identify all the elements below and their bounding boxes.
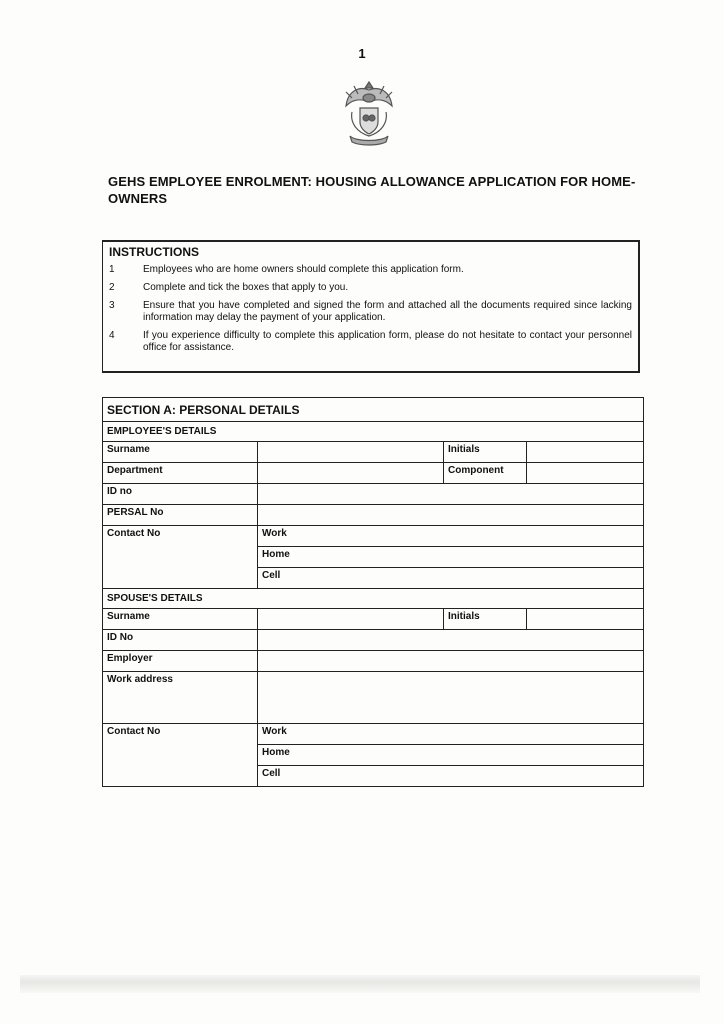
instruction-item (109, 264, 632, 276)
employee-id-label: ID no (103, 484, 258, 505)
document-title: GEHS EMPLOYEE ENROLMENT: HOUSING ALLOWANCE APPLICATION FOR HOME-OWNERS (108, 174, 636, 206)
coat-of-arms-icon (338, 76, 400, 148)
employee-details-header: EMPLOYEE'S DETAILS (103, 422, 644, 442)
employee-contact-cell-field[interactable]: Cell (258, 568, 644, 589)
spouse-employer-label: Employer (103, 651, 258, 672)
employee-contact-home-field[interactable]: Home (258, 547, 644, 568)
spouse-work-address-field[interactable] (258, 672, 644, 724)
employee-contact-label: Contact No (103, 526, 258, 589)
employee-id-field[interactable] (258, 484, 644, 505)
employee-component-field[interactable] (527, 463, 644, 484)
instructions-heading: INSTRUCTIONS (109, 245, 199, 259)
section-a-title: SECTION A: PERSONAL DETAILS (103, 398, 644, 422)
employee-initials-label: Initials (444, 442, 527, 463)
spouse-employer-field[interactable] (258, 651, 644, 672)
employee-component-label: Component (444, 463, 527, 484)
employee-persal-label: PERSAL No (103, 505, 258, 526)
instructions-box (102, 240, 640, 373)
instruction-text: Ensure that you have completed and signed the form and attached all the documents required since lacking information may delay the payment of your application. (143, 300, 632, 323)
spouse-contact-label: Contact No (103, 724, 258, 787)
spouse-initials-field[interactable] (527, 609, 644, 630)
employee-persal-field[interactable] (258, 505, 644, 526)
personal-details-form (102, 397, 644, 787)
instruction-text: Employees who are home owners should complete this application form. (143, 264, 464, 275)
spouse-contact-cell-field[interactable]: Cell (258, 766, 644, 787)
spouse-id-field[interactable] (258, 630, 644, 651)
instruction-item (109, 282, 632, 294)
spouse-initials-label: Initials (444, 609, 527, 630)
instruction-number: 1 (109, 264, 115, 275)
spouse-details-header: SPOUSE'S DETAILS (103, 589, 644, 609)
employee-surname-label: Surname (103, 442, 258, 463)
employee-surname-field[interactable] (258, 442, 444, 463)
spouse-contact-home-field[interactable]: Home (258, 745, 644, 766)
employee-initials-field[interactable] (527, 442, 644, 463)
spouse-contact-work-field[interactable]: Work (258, 724, 644, 745)
instruction-text: If you experience difficulty to complete this application form, please do not hesitate to contact your personnel office for assistance. (143, 330, 632, 353)
scan-artifact (20, 975, 700, 993)
spouse-id-label: ID No (103, 630, 258, 651)
employee-contact-work-field[interactable]: Work (258, 526, 644, 547)
instruction-number: 4 (109, 330, 115, 341)
page-number: 1 (358, 46, 366, 61)
instruction-number: 3 (109, 300, 115, 311)
spouse-surname-label: Surname (103, 609, 258, 630)
spouse-surname-field[interactable] (258, 609, 444, 630)
instruction-item (109, 300, 632, 324)
employee-department-field[interactable] (258, 463, 444, 484)
spouse-work-address-label: Work address (103, 672, 258, 724)
instruction-text: Complete and tick the boxes that apply to you. (143, 282, 349, 293)
instruction-number: 2 (109, 282, 115, 293)
instruction-item (109, 330, 632, 354)
employee-department-label: Department (103, 463, 258, 484)
